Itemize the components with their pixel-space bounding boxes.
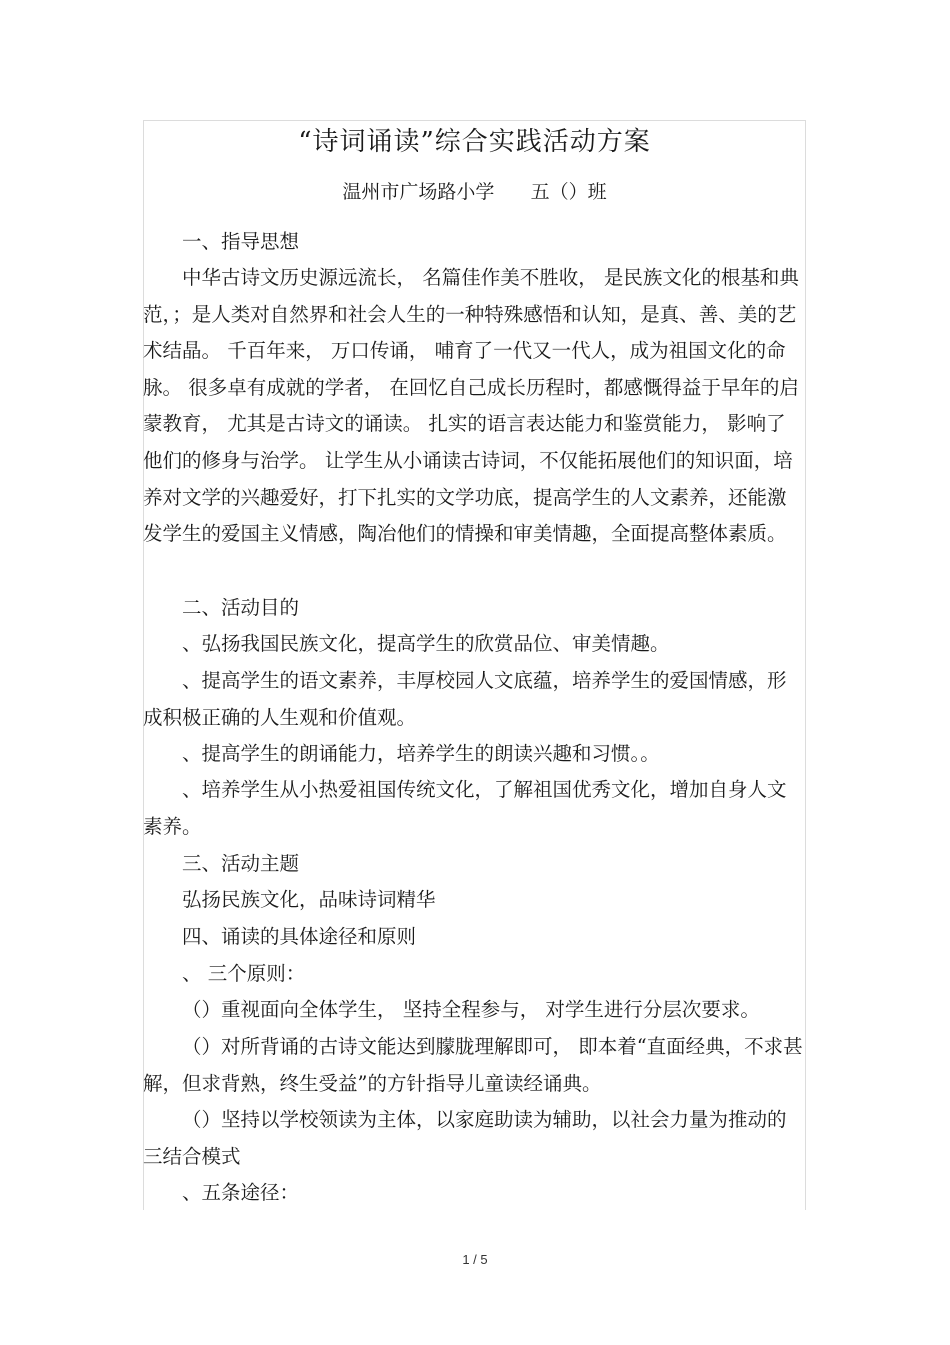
goal-item-3: 、提高学生的朗诵能力，培养学生的朗读兴趣和习惯。。	[182, 742, 660, 765]
section1-body: 中华古诗文历史源远流长， 名篇佳作美不胜收， 是民族文化的根基和典范，；是人类对自然界和社会人生的一种特殊感悟和认知，是真、善、美的艺术结晶。 千百年来， 万口传诵， 哺育了一代又一代人，成为祖国文化的命脉。 很多卓有成就的学者， 在回忆自己成长历程时，都感慨得益于早年的启蒙教育， 尤其是古诗文的诵读。 扎实的语言表达能力和鉴赏能力， 影响了他们的修身与治学。 让学生从小诵读古诗词，不仅能拓展他们的知识面，培养对文学的兴趣爱好，打下扎实的文学功底，提高学生的人文素养，还能激发学生的爱国主义情感，陶冶他们的情操和审美情趣，全面提高整体素质。	[143, 266, 799, 546]
theme-text: 弘扬民族文化，品味诗词精华	[182, 888, 436, 911]
goal-item-4: 、培养学生从小热爱祖国传统文化，了解祖国优秀文化，增加自身人文素养。	[143, 778, 787, 838]
section2-heading: 二、活动目的	[182, 596, 300, 619]
goal-item-2: 、提高学生的语文素养，丰厚校园人文底蕴，培养学生的爱国情感，形成积极正确的人生观和价值观。	[143, 669, 787, 729]
page-indicator: 1 / 5	[462, 1252, 488, 1267]
paths-heading: 、五条途径：	[182, 1181, 300, 1204]
principle-item-3: （）坚持以学校领读为主体，以家庭助读为辅助，以社会力量为推动的三结合模式	[143, 1108, 787, 1168]
principles-heading: 、 三个原则：	[182, 962, 306, 985]
principle-item-1: （）重视面向全体学生， 坚持全程参与， 对学生进行分层次要求。	[182, 998, 760, 1021]
goal-item-1: 、弘扬我国民族文化，提高学生的欣赏品位、审美情趣。	[182, 632, 670, 655]
section1-heading: 一、指导思想	[182, 230, 300, 253]
principle-item-2: （）对所背诵的古诗文能达到朦胧理解即可， 即本着“直面经典，不求甚解，但求背熟，终生受益”的方针指导儿童读经诵典。	[143, 1035, 803, 1095]
document-title: “诗词诵读”综合实践活动方案	[298, 127, 651, 157]
document-subtitle: 温州市广场路小学 五（）班	[342, 181, 607, 203]
section4-heading: 四、诵读的具体途径和原则	[182, 925, 417, 948]
section3-heading: 三、活动主题	[182, 852, 300, 875]
